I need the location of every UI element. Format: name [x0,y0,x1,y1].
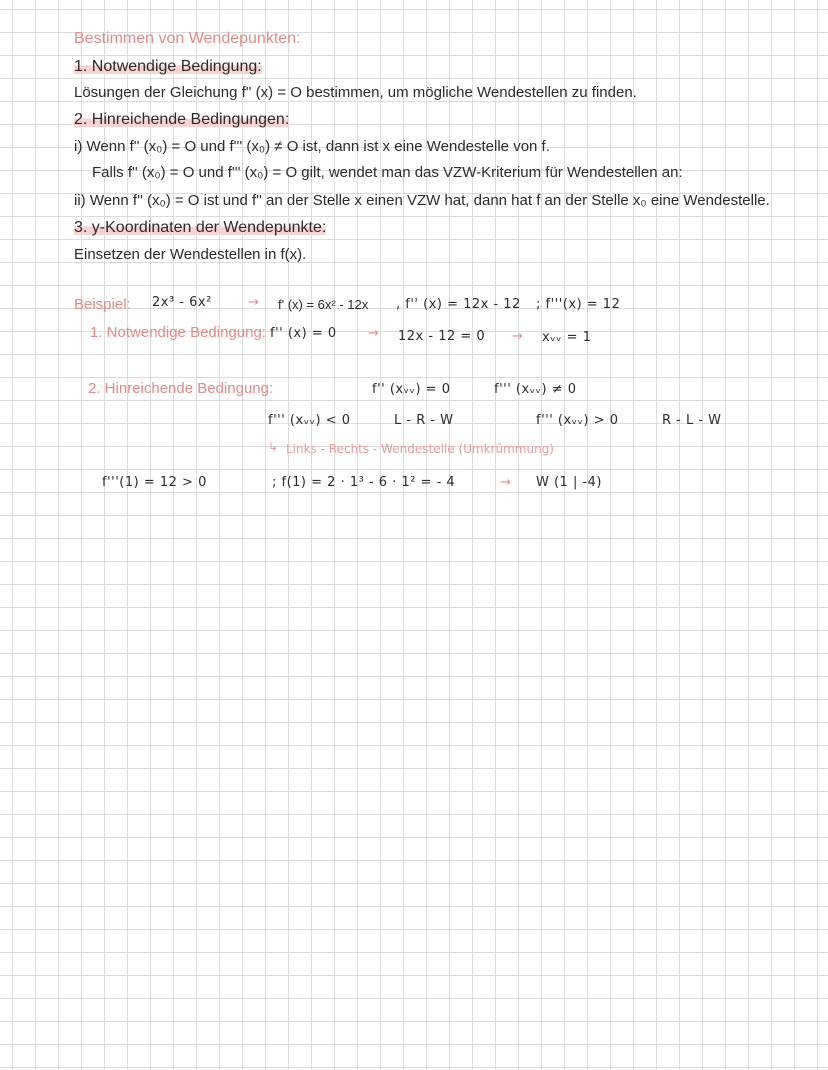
hb-condition-2: f''' (xᵥᵥ) ≠ 0 [494,382,577,397]
third-derivative: ; f'''(x) = 12 [536,297,621,312]
y-coordinate-calc: ; f(1) = 2 · 1³ - 6 · 1² = - 4 [272,475,456,490]
example-function: 2x³ - 6x² [152,295,212,310]
inflection-point: W (1 | -4) [536,475,603,490]
hook-arrow-icon: ↳ [268,440,279,454]
step1-title-text: 1. Notwendige Bedingung: [74,58,262,75]
arrow-icon: → [512,329,524,344]
second-derivative: , f'' (x) = 12x - 12 [396,297,521,312]
step1-title [74,59,262,75]
step3-title-text: 3. y-Koordinaten der Wendepunkte: [74,219,327,236]
example-label: Beispiel: [74,296,131,313]
nb-result: xᵥᵥ = 1 [542,330,592,345]
hb-negative: f''' (xᵥᵥ) < 0 [268,413,351,428]
hb-condition-1: f'' (xᵥᵥ) = 0 [372,382,451,397]
third-derivative-value: f'''(1) = 12 > 0 [102,475,207,490]
step2-condition-ii: ii) Wenn f'' (x₀) = O ist und f'' an der Stelle x einen VZW hat, dann hat f an der Stelle x₀ eine Wendestelle. [74,192,770,209]
hb-positive: f''' (xᵥᵥ) > 0 [536,413,619,428]
nb-solve: 12x - 12 = 0 [398,329,486,344]
step1-text: Lösungen der Gleichung f'' (x) = O bestimmen, um mögliche Wendestellen zu finden. [74,84,637,101]
step2-condition-i: i) Wenn f'' (x₀) = O und f''' (x₀) ≠ O ist, dann ist x eine Wendestelle von f. [74,138,550,155]
nb-equation: f'' (x) = 0 [270,326,337,341]
hb-note: Links - Rechts - Wendestelle (Umkrümmung) [286,442,554,456]
arrow-icon: → [368,326,380,341]
first-derivative: f' (x) = 6x² - 12x [278,297,369,312]
heading: Bestimmen von Wendepunkten: [74,30,301,47]
arrow-icon: → [500,475,512,490]
step3-text: Einsetzen der Wendestellen in f(x). [74,246,307,263]
nb-label: 1. Notwendige Bedingung: [90,324,266,341]
hb-negative-result: L - R - W [394,413,454,428]
step3-title [74,220,326,236]
step2-falls: Falls f'' (x₀) = O und f''' (x₀) = O gilt, wendet man das VZW-Kriterium für Wendestellen an: [92,164,683,181]
hb-label: 2. Hinreichende Bedingung: [88,380,274,397]
hb-positive-result: R - L - W [662,413,722,428]
step2-title [74,112,289,128]
step2-title-text: 2. Hinreichende Bedingungen: [74,111,290,128]
arrow-icon: → [248,295,260,310]
